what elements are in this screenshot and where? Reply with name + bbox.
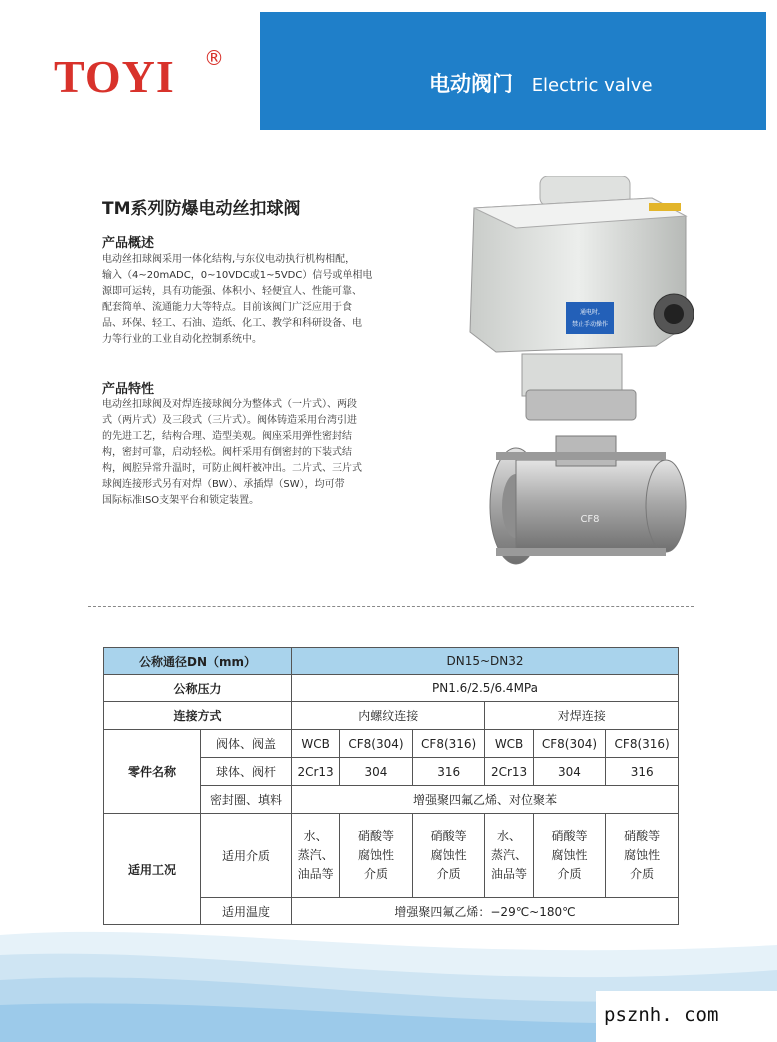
warning-label [566,302,614,334]
conn-welded: 对焊连接 [485,702,679,730]
table-cell: 304 [533,758,606,786]
media-line: 蒸汽、 [297,848,334,862]
registered-mark: ® [204,46,224,70]
features-line: 构，密封可靠，启动轻松。阀杆采用有倒密封的下装式结 [102,447,352,458]
overview-heading: 产品概述 [102,236,155,251]
features-line: 国际标准ISO支架平台和锁定装置。 [102,495,260,506]
features-heading: 产品特性 [102,382,155,397]
media-sub: 适用介质 [201,814,292,898]
media-line: 腐蚀性 [357,848,394,862]
brand-logo: TOYI [54,51,175,102]
table-cell: 304 [340,758,413,786]
table-cell [606,814,679,898]
table-cell: WCB [292,730,340,758]
pn-label: 公称压力 [104,675,292,702]
media-line: 油品等 [491,867,528,881]
media-line: 腐蚀性 [551,848,588,862]
table-cell: 2Cr13 [292,758,340,786]
media-line: 硝酸等 [551,829,588,843]
table-cell [340,814,413,898]
table-row [104,702,679,730]
warning-label-line2: 禁止手动操作 [571,321,609,328]
parts-seal-sub: 密封圈、填料 [201,786,292,814]
electric-valve-image [456,176,694,586]
table-cell: CF8(316) [606,730,679,758]
table-row [104,730,679,758]
dn-value: DN15~DN32 [292,648,679,675]
overview-line: 配套简单、流通能力大等特点。目前该阀门广泛应用于食 [102,302,352,313]
logo-area [12,12,260,130]
features-line: 球阀连接形式另有对焊（BW）、承插焊（SW），均可带 [102,479,345,490]
table-cell [485,814,533,898]
table-cell: 316 [606,758,679,786]
conn-threaded: 内螺纹连接 [292,702,485,730]
table-cell [292,814,340,898]
warning-label-line1: 通电时, [580,309,600,316]
features-line: 构，阀腔异常升温时，可防止阀杆被冲出。二片式、三片式 [102,463,362,474]
dn-label: 公称通径DN（mm） [104,648,292,675]
media-line: 油品等 [297,867,334,881]
media-line: 水、 [303,829,328,843]
media-line: 介质 [557,867,582,881]
parts-label: 零件名称 [104,730,201,814]
media-line: 水、 [497,829,522,843]
table-row [104,675,679,702]
header-title [429,68,653,98]
features-line: 电动丝扣球阀及对焊连接球阀分为整体式（一片式）、两段 [102,399,357,410]
media-line: 硝酸等 [430,829,467,843]
temp-sub: 适用温度 [201,898,292,925]
overview-line: 输入（4~20mADC，0~10VDC或1~5VDC）信号或单相电 [102,270,373,281]
media-line: 介质 [630,867,655,881]
product-title: TM系列防爆电动丝扣球阀 [102,199,301,219]
header-banner [12,12,766,130]
website-watermark: psznh. com [604,1004,719,1026]
media-line: 腐蚀性 [624,848,661,862]
table-cell: CF8(316) [412,730,485,758]
table-row [104,648,679,675]
table-row [104,814,679,898]
media-line: 硝酸等 [624,829,661,843]
table-cell: 316 [412,758,485,786]
table-cell [533,814,606,898]
table-cell: WCB [485,730,533,758]
valve-body-mark: CF8 [580,514,600,525]
conditions-label: 适用工况 [104,814,201,925]
overview-line: 品、环保、轻工、石油、造纸、化工、教学和科研设备、电 [102,318,362,329]
header-title-cn: 电动阀门 [429,72,513,96]
media-line: 腐蚀性 [430,848,467,862]
overview-line: 力等行业的工业自动化控制系统中。 [102,334,262,345]
features-line: 的先进工艺，结构合理、造型美观。阀座采用弹性密封结 [102,431,352,442]
features-line: 式（两片式）及三段式（三片式）。阀体铸造采用台湾引进 [102,415,357,426]
parts-body-sub: 阀体、阀盖 [201,730,292,758]
overview-line: 电动丝扣球阀采用一体化结构,与东仪电动执行机构相配， [102,254,356,265]
table-cell: 2Cr13 [485,758,533,786]
features-text [102,397,394,509]
header-title-en: Electric valve [531,75,653,96]
table-cell: CF8(304) [340,730,413,758]
media-line: 介质 [436,867,461,881]
temp-value: 增强聚四氟乙烯：−29℃~180℃ [292,898,679,925]
table-cell: CF8(304) [533,730,606,758]
media-line: 硝酸等 [357,829,394,843]
media-line: 介质 [363,867,388,881]
table-cell [412,814,485,898]
pn-value: PN1.6/2.5/6.4MPa [292,675,679,702]
conn-label: 连接方式 [104,702,292,730]
parts-ball-sub: 球体、阀杆 [201,758,292,786]
media-line: 蒸汽、 [491,848,528,862]
overview-line: 源即可运转，具有功能强、体积小、轻便宜人、性能可靠、 [102,286,362,297]
spec-table [103,647,679,925]
overview-text [102,252,394,348]
section-divider [88,606,694,607]
parts-seal-value: 增强聚四氟乙烯、对位聚苯 [292,786,679,814]
